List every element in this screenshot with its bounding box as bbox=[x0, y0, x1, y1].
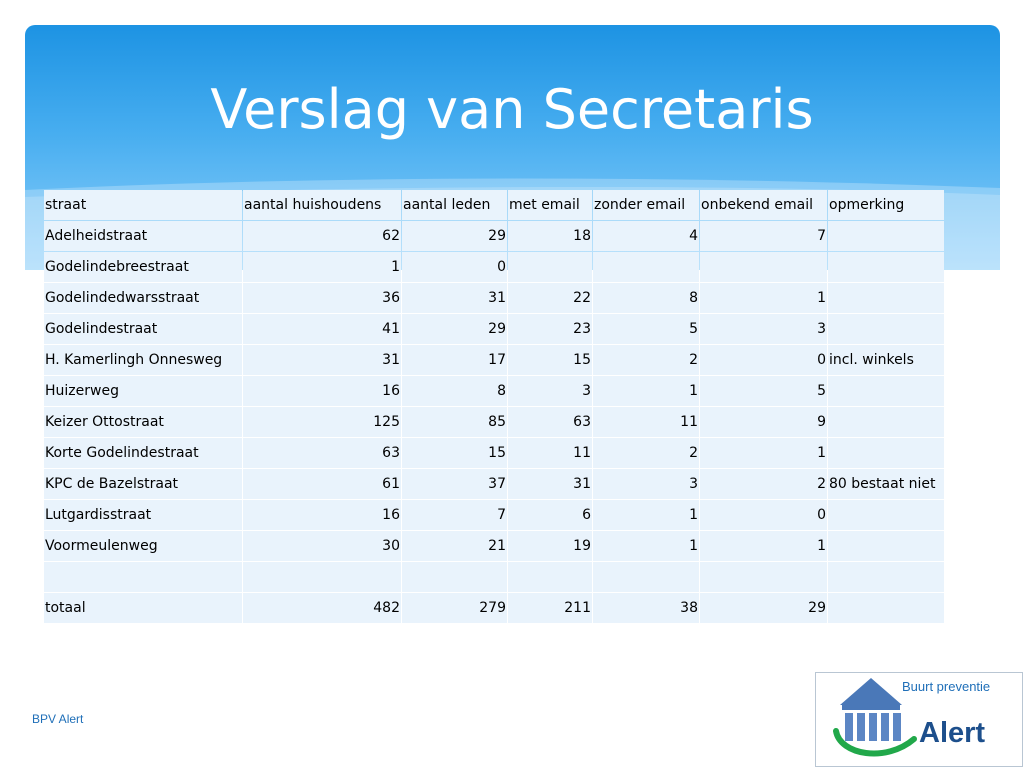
table-cell: 4 bbox=[593, 221, 699, 251]
table-cell: 1 bbox=[593, 376, 699, 406]
table-cell: 29 bbox=[402, 314, 507, 344]
table-cell: 36 bbox=[243, 283, 401, 313]
table-cell: 5 bbox=[700, 376, 827, 406]
table-header-cell: straat bbox=[44, 190, 242, 220]
table-header-cell: met email bbox=[508, 190, 592, 220]
table-cell: 22 bbox=[508, 283, 592, 313]
table-cell: 0 bbox=[700, 345, 827, 375]
table-cell bbox=[44, 562, 242, 592]
table-cell: 62 bbox=[243, 221, 401, 251]
table-cell: 3 bbox=[700, 314, 827, 344]
table-cell: Huizerweg bbox=[44, 376, 242, 406]
table-cell: 125 bbox=[243, 407, 401, 437]
table-row bbox=[44, 469, 944, 499]
table-cell: 30 bbox=[243, 531, 401, 561]
table-row bbox=[44, 531, 944, 561]
table-cell: 1 bbox=[593, 500, 699, 530]
table-header-cell: onbekend email bbox=[700, 190, 827, 220]
table-cell: 7 bbox=[700, 221, 827, 251]
table-header-row bbox=[44, 190, 944, 220]
slide-title: Verslag van Secretaris bbox=[210, 78, 814, 141]
table-cell: 5 bbox=[593, 314, 699, 344]
table-cell: 61 bbox=[243, 469, 401, 499]
table-cell: 7 bbox=[402, 500, 507, 530]
table-cell: 0 bbox=[700, 500, 827, 530]
table-cell bbox=[828, 283, 944, 313]
table-cell: totaal bbox=[44, 593, 242, 623]
table-cell: 211 bbox=[508, 593, 592, 623]
table-cell: 3 bbox=[593, 469, 699, 499]
table-cell: 21 bbox=[402, 531, 507, 561]
table-cell: 15 bbox=[402, 438, 507, 468]
table-cell: 15 bbox=[508, 345, 592, 375]
table-cell bbox=[828, 438, 944, 468]
table-cell: 1 bbox=[243, 252, 401, 282]
table-cell: 31 bbox=[508, 469, 592, 499]
table-cell bbox=[828, 314, 944, 344]
table-cell: 9 bbox=[700, 407, 827, 437]
table-cell: 18 bbox=[508, 221, 592, 251]
alert-logo bbox=[815, 672, 1023, 767]
table-cell bbox=[828, 407, 944, 437]
table-cell: 31 bbox=[402, 283, 507, 313]
table-row bbox=[44, 593, 944, 623]
table-cell: H. Kamerlingh Onnesweg bbox=[44, 345, 242, 375]
logo-top-text: Buurt preventie bbox=[902, 679, 991, 694]
table-cell: Lutgardisstraat bbox=[44, 500, 242, 530]
table-cell bbox=[700, 562, 827, 592]
table-header-cell: aantal leden bbox=[402, 190, 507, 220]
table-cell: Godelindedwarsstraat bbox=[44, 283, 242, 313]
table-cell: Adelheidstraat bbox=[44, 221, 242, 251]
table-cell: 3 bbox=[508, 376, 592, 406]
table-cell: 6 bbox=[508, 500, 592, 530]
table-cell: 29 bbox=[402, 221, 507, 251]
table-cell: 11 bbox=[508, 438, 592, 468]
secretary-report-table bbox=[43, 189, 945, 624]
table-cell: 41 bbox=[243, 314, 401, 344]
table-cell bbox=[593, 562, 699, 592]
table-cell: 2 bbox=[593, 345, 699, 375]
table-cell bbox=[828, 531, 944, 561]
table-cell: 279 bbox=[402, 593, 507, 623]
table-cell: 17 bbox=[402, 345, 507, 375]
table-row bbox=[44, 438, 944, 468]
table-row bbox=[44, 500, 944, 530]
table-cell: 38 bbox=[593, 593, 699, 623]
table-cell: 2 bbox=[593, 438, 699, 468]
table-cell: Godelindestraat bbox=[44, 314, 242, 344]
table-row bbox=[44, 221, 944, 251]
table-row bbox=[44, 252, 944, 282]
table-cell: 23 bbox=[508, 314, 592, 344]
table-header-cell: opmerking bbox=[828, 190, 944, 220]
table-cell bbox=[508, 562, 592, 592]
table-row bbox=[44, 562, 944, 592]
table-cell bbox=[828, 221, 944, 251]
table-cell: 1 bbox=[700, 438, 827, 468]
table-cell: 16 bbox=[243, 376, 401, 406]
table-cell: 1 bbox=[700, 531, 827, 561]
table-cell: 80 bestaat niet bbox=[828, 469, 944, 499]
table-cell: incl. winkels bbox=[828, 345, 944, 375]
table-cell: 31 bbox=[243, 345, 401, 375]
table-cell bbox=[828, 593, 944, 623]
table-cell: KPC de Bazelstraat bbox=[44, 469, 242, 499]
table-cell: 1 bbox=[593, 531, 699, 561]
table-row bbox=[44, 376, 944, 406]
table-cell: 11 bbox=[593, 407, 699, 437]
table-header-cell: zonder email bbox=[593, 190, 699, 220]
table-cell bbox=[243, 562, 401, 592]
table-cell: Godelindebreestraat bbox=[44, 252, 242, 282]
table-cell: 37 bbox=[402, 469, 507, 499]
footer-text: BPV Alert bbox=[32, 712, 84, 726]
table-row bbox=[44, 283, 944, 313]
table-cell bbox=[508, 252, 592, 282]
table-cell: 2 bbox=[700, 469, 827, 499]
table-cell: 0 bbox=[402, 252, 507, 282]
table-cell: 19 bbox=[508, 531, 592, 561]
table-cell: 8 bbox=[593, 283, 699, 313]
table-row bbox=[44, 314, 944, 344]
table-cell: Korte Godelindestraat bbox=[44, 438, 242, 468]
table-cell: 29 bbox=[700, 593, 827, 623]
table-row bbox=[44, 345, 944, 375]
table-cell: 1 bbox=[700, 283, 827, 313]
table-cell bbox=[402, 562, 507, 592]
table-cell bbox=[828, 500, 944, 530]
logo-main-text: Alert bbox=[919, 717, 986, 749]
table-cell: 63 bbox=[243, 438, 401, 468]
table-cell: 63 bbox=[508, 407, 592, 437]
table-cell: 8 bbox=[402, 376, 507, 406]
table-cell bbox=[828, 252, 944, 282]
table-cell bbox=[593, 252, 699, 282]
table-header-cell: aantal huishoudens bbox=[243, 190, 401, 220]
table-row bbox=[44, 407, 944, 437]
table-cell: Voormeulenweg bbox=[44, 531, 242, 561]
table-cell: 16 bbox=[243, 500, 401, 530]
table-cell bbox=[828, 562, 944, 592]
table-cell: 482 bbox=[243, 593, 401, 623]
table-cell: Keizer Ottostraat bbox=[44, 407, 242, 437]
table-cell bbox=[700, 252, 827, 282]
table-cell bbox=[828, 376, 944, 406]
table-cell: 85 bbox=[402, 407, 507, 437]
